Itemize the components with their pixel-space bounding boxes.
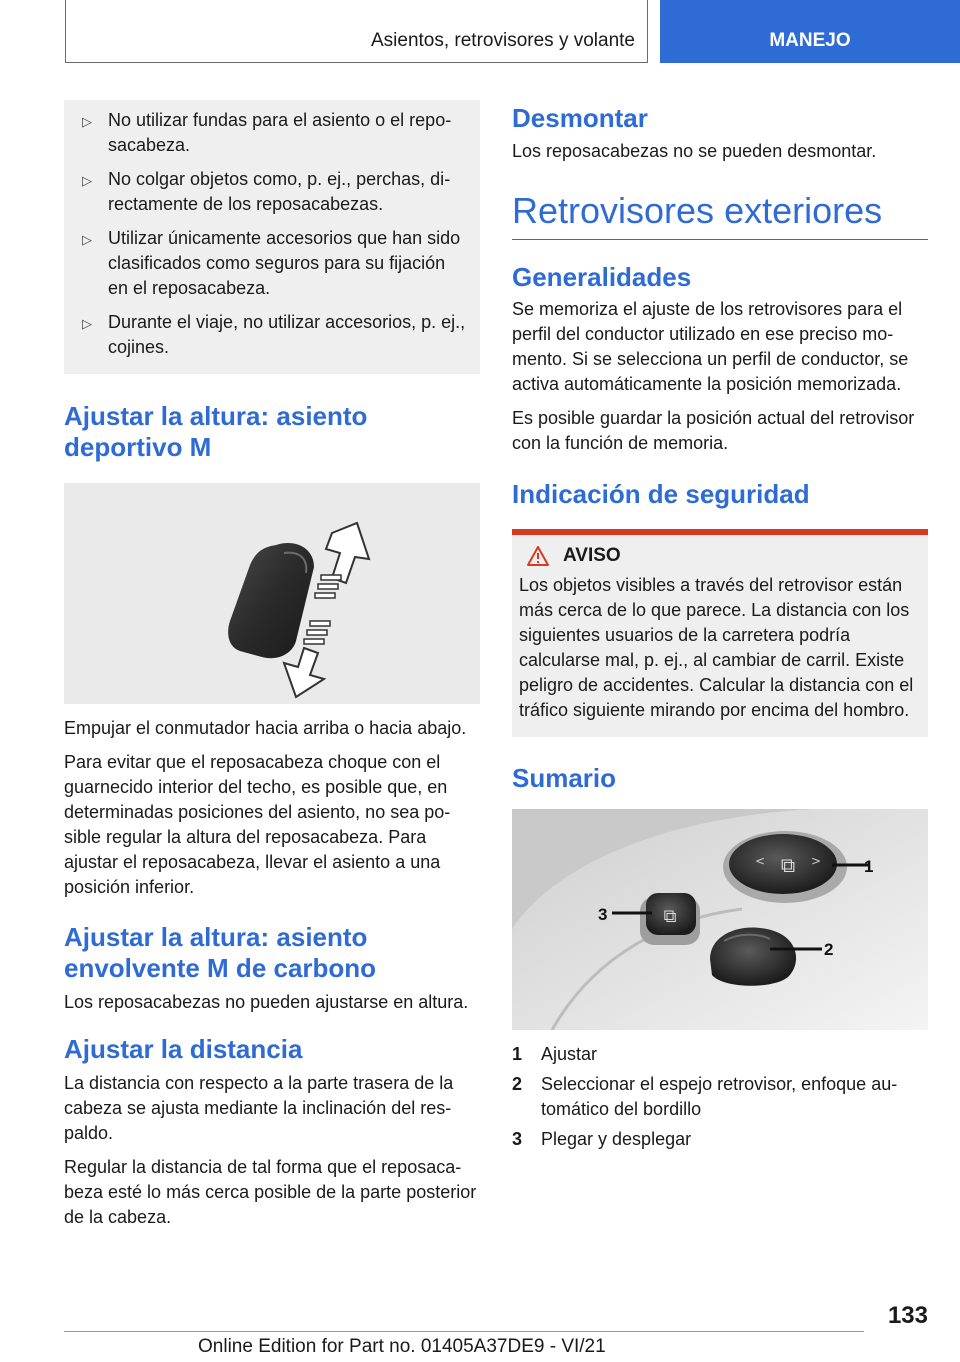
header-section-tab: [660, 0, 960, 63]
list-item: ▷ Durante el viaje, no utilizar accesorios, p. ej., cojines.: [82, 310, 468, 360]
heading-summary: Sumario: [512, 763, 617, 793]
footer-divider: [64, 1331, 864, 1332]
triangle-right-icon: ▷: [82, 316, 92, 331]
svg-text:⧉: ⧉: [780, 853, 796, 877]
paragraph-distance-2: Regular la distancia de tal forma que el reposacabeza esté lo más cerca posible de la parte posterior de la cabeza.: [64, 1157, 477, 1227]
heading-remove: Desmontar: [512, 103, 648, 133]
svg-text:>: >: [810, 854, 822, 868]
paragraph-general-1: Se memoriza el ajuste de los retrovisores para el perfil del conductor utilizado en ese preciso momento. Si se selecciona un perfil de conductor, se activa automáticamente la posición memorizada.: [512, 299, 909, 394]
warning-label: AVISO: [563, 545, 621, 566]
paragraph-general-2: Es posible guardar la posición actual del retrovisor con la función de memoria.: [512, 408, 915, 453]
svg-text:<: <: [754, 854, 766, 868]
list-item: ▷ No utilizar fundas para el asiento o el reposacabeza.: [82, 108, 468, 158]
right-column: [512, 100, 928, 1157]
left-column: [64, 100, 480, 1230]
svg-text:⧉: ⧉: [663, 906, 677, 927]
headrest-switch-figure: [64, 483, 480, 704]
headrest-switch-illustration: [64, 483, 480, 704]
mirror-controls-illustration: [512, 809, 928, 1030]
triangle-right-icon: ▷: [82, 232, 92, 247]
paragraph-push-switch: Empujar el conmutador hacia arriba o hacia abajo.: [64, 718, 467, 738]
list-item: 3 Plegar y desplegar: [512, 1129, 692, 1149]
paragraph-distance-1: La distancia con respecto a la parte trasera de la cabeza se ajusta mediante la inclinación del respaldo.: [64, 1073, 454, 1143]
list-item: ▷ Utilizar únicamente accesorios que han sido clasificados como seguros para su fijación en el reposacabeza.: [82, 226, 468, 301]
safety-bullet-list: [64, 100, 480, 374]
paragraph-avoid-contact: Para evitar que el reposacabeza choque con el guarnecido interior del techo, es posible que, en determinadas posiciones del asiento, no sea posible regular la altura del reposacabeza. Para ajustar el reposacabeza, llevar el asiento a una posición inferior.: [64, 752, 451, 897]
heading-height-sport-seat: Ajustar la altura: asiento deportivo M: [64, 401, 368, 462]
chapter-title: Asientos, retrovisores y volante: [370, 30, 635, 51]
list-item: 2 Seleccionar el espejo retrovisor, enfoque automático del bordillo: [512, 1074, 898, 1119]
warning-triangle-icon: [527, 546, 549, 566]
warning-text: Los objetos visibles a través del retrovisor están más cerca de lo que parece. La distancia con los siguientes usuarios de la carretera podría calcularse mal, p. ej., al cambiar de carril. Existe peligro de accidentes. Calcular la distancia con el tráfico siguiente mirando por encima del hombro.: [519, 575, 914, 720]
list-item: ▷ No colgar objetos como, p. ej., perchas, directamente de los reposacabezas.: [82, 167, 468, 217]
warning-header: [527, 545, 922, 567]
heading-adjust-distance: Ajustar la distancia: [64, 1034, 303, 1064]
triangle-right-icon: ▷: [82, 173, 92, 188]
figure-callout-1: 1: [864, 857, 874, 876]
heading-safety-note: Indicación de seguridad: [512, 479, 810, 509]
paragraph-remove: Los reposacabezas no se pueden desmontar.: [512, 141, 877, 161]
triangle-right-icon: ▷: [82, 114, 92, 129]
warning-box: [512, 529, 928, 737]
list-item: 1 Ajustar: [512, 1044, 598, 1064]
figure-legend: [512, 1042, 928, 1152]
heading-height-carbon-seat: Ajustar la altura: asiento envolvente M de carbono: [64, 922, 377, 983]
page-number: 133: [887, 1302, 928, 1329]
figure-callout-2: 2: [824, 940, 834, 959]
figure-callout-3: 3: [598, 905, 608, 924]
mirror-controls-figure: [512, 809, 928, 1030]
heading-exterior-mirrors: Retrovisores exteriores: [512, 189, 928, 240]
heading-general: Generalidades: [512, 262, 692, 292]
footer-edition: Online Edition for Part no. 01405A37DE9 - VI/21: [198, 1336, 606, 1357]
paragraph-carbon-seat: Los reposacabezas no pueden ajustarse en altura.: [64, 992, 469, 1012]
section-title: MANEJO: [769, 30, 851, 51]
header-chapter-box: [65, 0, 648, 63]
